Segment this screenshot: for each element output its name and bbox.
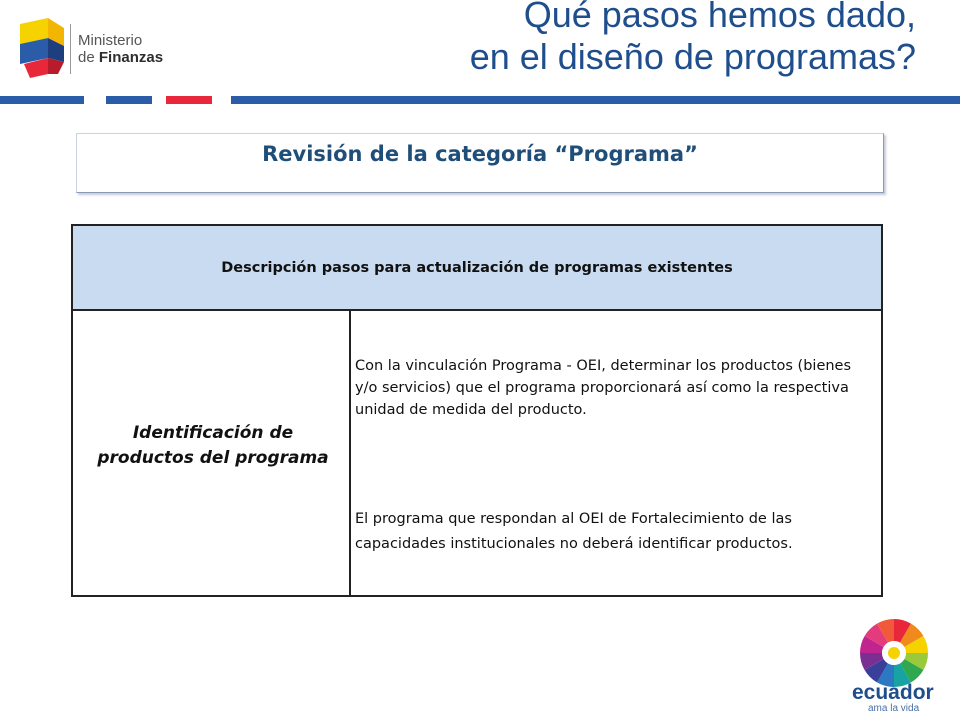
logo-separator: [70, 24, 71, 74]
logo-text: [78, 32, 163, 66]
table-header-text: Descripción pasos para actualización de programas existentes: [221, 259, 733, 276]
steps-table: [71, 224, 883, 597]
logo-line2-strong: Finanzas: [98, 49, 164, 66]
section-heading-box: [76, 133, 884, 193]
logo-line2: de Finanzas: [78, 49, 164, 66]
ecuador-logo-name: ecuador: [852, 681, 934, 704]
ministerio-emblem-icon: [12, 16, 70, 80]
row-label-line1: Identificación de: [132, 423, 294, 443]
section-title: Revisión de la categoría “Programa”: [262, 142, 698, 166]
stripe-blue-short: [106, 96, 152, 104]
description-paragraph-1: Con la vinculación Programa - OEI, determinar los productos (bienes y/o servicios) que el programa proporcionará así como la respectiva unidad de medida del producto.: [355, 358, 852, 418]
logo-line1: Ministerio: [78, 32, 143, 49]
slide-title-line2: en el diseño de programas?: [469, 36, 916, 77]
slide-title-line1: Qué pasos hemos dado,: [523, 0, 916, 35]
ecuador-rosette-icon: [846, 616, 942, 688]
slide-title: [470, 0, 916, 78]
row-label-line2: productos del programa: [97, 448, 329, 468]
row-label: [73, 421, 353, 471]
stripe-red: [166, 96, 212, 104]
table-header: [73, 226, 881, 311]
table-row-label-cell: [73, 311, 351, 595]
stripe-blue-left: [0, 96, 84, 104]
description-paragraph-2: El programa que respondan al OEI de Fortalecimiento de las capacidades institucionales no deberá identificar productos.: [355, 511, 793, 552]
ecuador-logo: [846, 616, 942, 716]
stripe-blue-right: [231, 96, 960, 104]
ecuador-logo-tagline: ama la vida: [868, 703, 920, 714]
ministerio-logo: [12, 10, 182, 80]
table-row-description-cell: [351, 311, 881, 595]
